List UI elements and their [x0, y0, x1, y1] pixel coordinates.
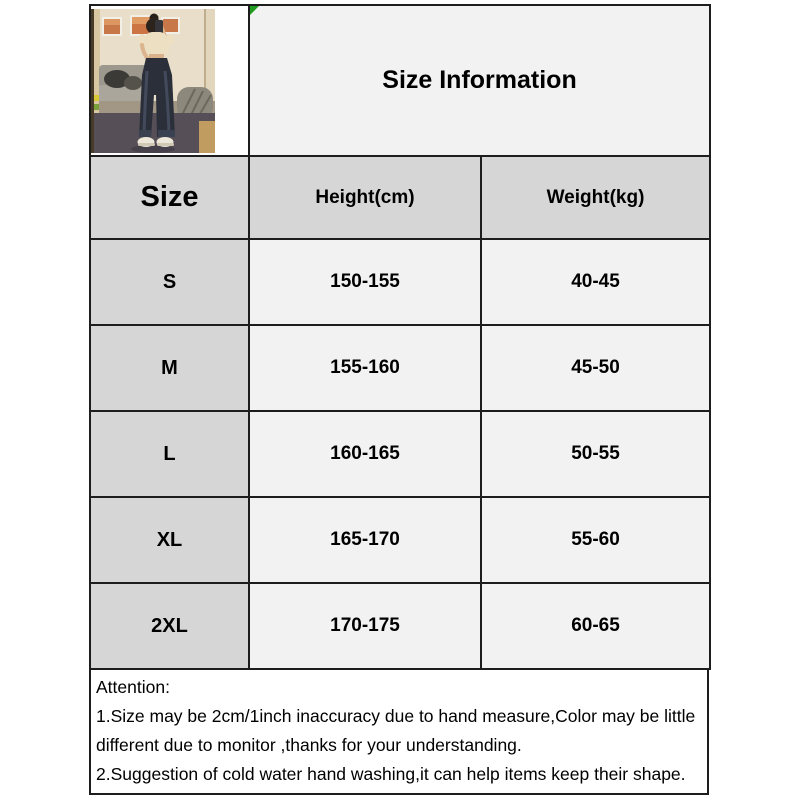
row-xl-size: XL — [90, 497, 249, 583]
table-row — [90, 325, 710, 411]
attention-heading: Attention: — [96, 677, 170, 697]
size-table — [89, 4, 711, 670]
row-l-size: L — [90, 411, 249, 497]
banner-row — [90, 5, 710, 156]
attention-note — [89, 668, 709, 795]
row-l-height: 160-165 — [249, 411, 481, 497]
row-l-weight: 50-55 — [481, 411, 710, 497]
row-s-weight: 40-45 — [481, 239, 710, 325]
row-s-height: 150-155 — [249, 239, 481, 325]
table-row — [90, 497, 710, 583]
page-title: Size Information — [382, 66, 577, 94]
row-2xl-size: 2XL — [90, 583, 249, 669]
title-cell — [249, 5, 710, 156]
row-xl-weight: 55-60 — [481, 497, 710, 583]
cell-corner-marker-icon — [250, 6, 259, 15]
table-header-row — [90, 156, 710, 239]
column-header-weight: Weight(kg) — [481, 156, 710, 239]
row-m-size: M — [90, 325, 249, 411]
row-m-weight: 45-50 — [481, 325, 710, 411]
row-2xl-height: 170-175 — [249, 583, 481, 669]
attention-line-3: 2.Suggestion of cold water hand washing,it can help items keep their shape. — [96, 764, 686, 784]
attention-line-2: different due to monitor ,thanks for your understanding. — [96, 735, 522, 755]
table-row — [90, 239, 710, 325]
product-photo — [91, 9, 215, 153]
row-s-size: S — [90, 239, 249, 325]
column-header-size: Size — [90, 156, 249, 239]
table-row — [90, 583, 710, 669]
product-photo-cell — [90, 5, 249, 156]
table-row — [90, 411, 710, 497]
size-chart-sheet — [89, 4, 709, 795]
row-xl-height: 165-170 — [249, 497, 481, 583]
column-header-height: Height(cm) — [249, 156, 481, 239]
row-2xl-weight: 60-65 — [481, 583, 710, 669]
attention-line-1: 1.Size may be 2cm/1inch inaccuracy due to hand measure,Color may be little — [96, 706, 696, 726]
row-m-height: 155-160 — [249, 325, 481, 411]
wall-frames — [102, 15, 180, 36]
